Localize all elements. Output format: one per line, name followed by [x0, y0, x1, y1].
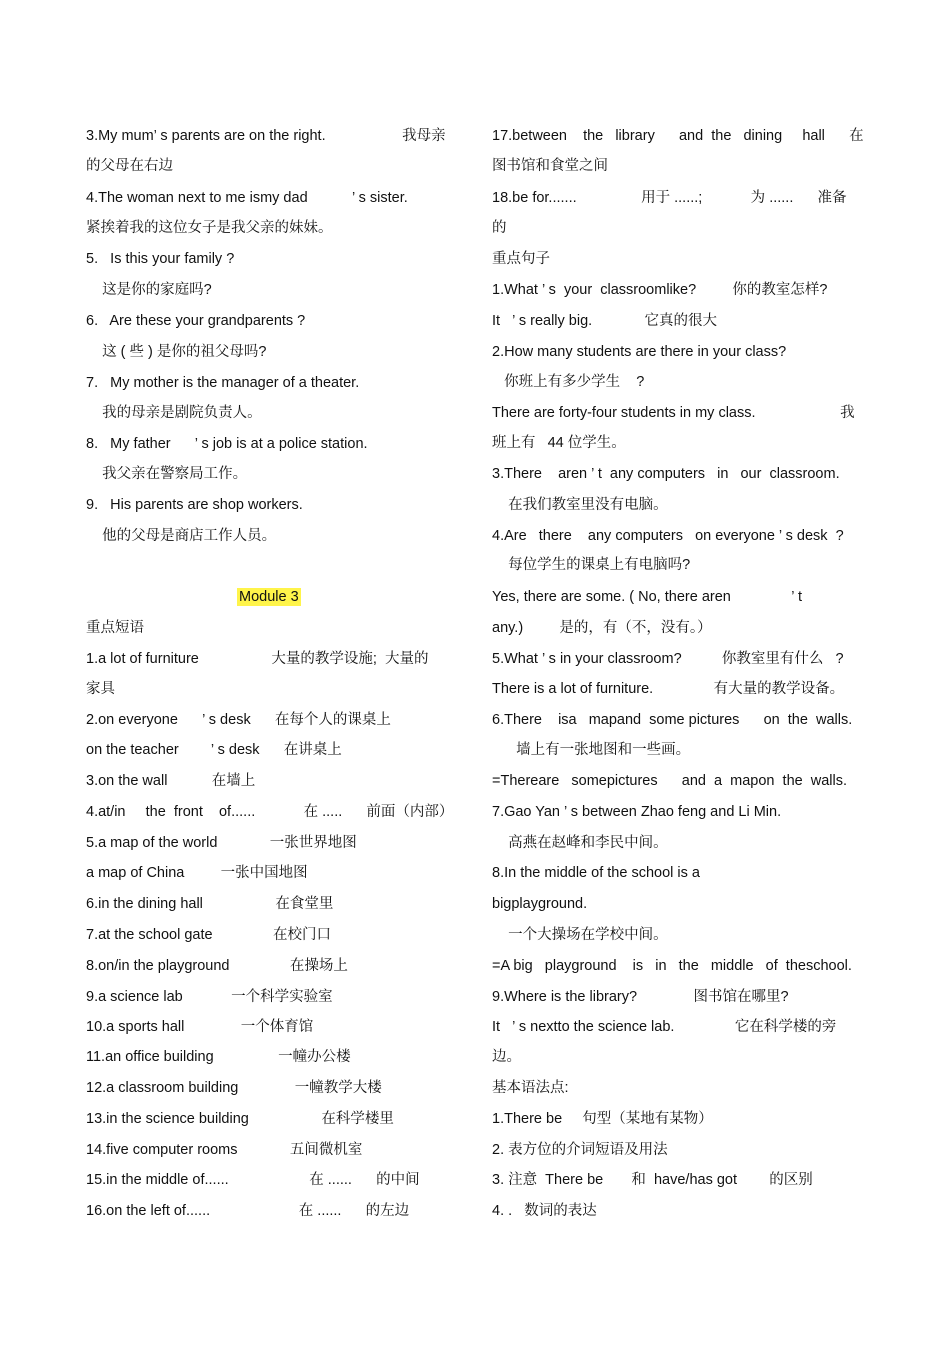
- right-line: 17.between the library and the dining hall 在: [492, 128, 864, 144]
- right-line: There is a lot of furniture. 有大量的教学设备。: [492, 681, 845, 697]
- right-line: 重点句子: [492, 251, 550, 267]
- left-line: 11.an office building 一幢办公楼: [86, 1049, 351, 1065]
- left-line: 2.on everyone ’ s desk 在每个人的课桌上: [86, 712, 391, 728]
- left-line: 重点短语: [86, 620, 144, 636]
- left-line: 4.at/in the front of...... 在 ..... 前面（内部）: [86, 804, 454, 820]
- left-line: 这是你的家庭吗?: [86, 282, 212, 298]
- right-line: 2. 表方位的介词短语及用法: [492, 1142, 668, 1158]
- left-line: 家具: [86, 681, 115, 697]
- left-line: 的父母在右边: [86, 158, 173, 174]
- right-line: 1.There be 句型（某地有某物）: [492, 1111, 713, 1127]
- left-line: 6. Are these your grandparents ?: [86, 313, 306, 329]
- right-line: 高燕在赵峰和李民中间。: [492, 835, 668, 851]
- right-line: =A big playground is in the middle of theschool.: [492, 958, 852, 974]
- left-line: 他的父母是商店工作人员。: [86, 528, 277, 544]
- right-line: It ’ s really big. 它真的很大: [492, 313, 718, 329]
- left-line: 8.on/in the playground 在操场上: [86, 958, 348, 974]
- left-line: 10.a sports hall 一个体育馆: [86, 1019, 314, 1035]
- right-line: 每位学生的课桌上有电脑吗?: [492, 557, 691, 573]
- right-line: 9.Where is the library? 图书馆在哪里?: [492, 989, 789, 1005]
- right-line: 8.In the middle of the school is a: [492, 865, 700, 881]
- left-line: 12.a classroom building 一幢教学大楼: [86, 1080, 382, 1096]
- left-line: 1.a lot of furniture 大量的教学设施; 大量的: [86, 651, 429, 667]
- right-line: 18.be for....... 用于 ......; 为 ...... 准备: [492, 190, 847, 206]
- right-line: 的: [492, 220, 507, 236]
- left-line: 8. My father ’ s job is at a police station.: [86, 436, 368, 452]
- right-line: 3. 注意 There be 和 have/has got 的区别: [492, 1172, 813, 1188]
- right-line: any.) 是的，有（不，没有。）: [492, 620, 712, 636]
- right-line: 1.What ’ s your classroomlike? 你的教室怎样?: [492, 282, 828, 298]
- left-line: 4.The woman next to me ismy dad ’ s sister.: [86, 190, 408, 206]
- left-line: 15.in the middle of...... 在 ...... 的中间: [86, 1172, 420, 1188]
- right-line: 5.What ’ s in your classroom? 你教室里有什么 ?: [492, 651, 844, 667]
- left-line: 这 ( 些 ) 是你的祖父母吗?: [86, 344, 267, 360]
- right-line: There are forty-four students in my class. 我: [492, 405, 855, 421]
- left-line: 3.My mum’ s parents are on the right. 我母亲: [86, 128, 446, 144]
- right-line: 边。: [492, 1049, 521, 1065]
- left-line: 紧挨着我的这位女子是我父亲的妹妹。: [86, 220, 333, 236]
- right-line: Yes, there are some. ( No, there aren ’ t: [492, 589, 803, 605]
- left-line: 9.a science lab 一个科学实验室: [86, 989, 333, 1005]
- left-line: 我父亲在警察局工作。: [86, 466, 248, 482]
- right-line: 4.Are there any computers on everyone ’ s desk ?: [492, 528, 844, 544]
- right-line: =Thereare somepictures and a mapon the walls.: [492, 773, 848, 789]
- right-line: 墙上有一张地图和一些画。: [492, 742, 691, 758]
- left-line: 7. My mother is the manager of a theater.: [86, 375, 360, 391]
- left-line: a map of China 一张中国地图: [86, 865, 308, 881]
- left-line: 14.five computer rooms 五间微机室: [86, 1142, 363, 1158]
- right-line: 6.There isa mapand some pictures on the walls.: [492, 712, 853, 728]
- right-line: 4. . 数词的表达: [492, 1203, 597, 1219]
- left-line: 7.at the school gate 在校门口: [86, 927, 331, 943]
- left-line: 16.on the left of...... 在 ...... 的左边: [86, 1203, 410, 1219]
- right-line: 3.There aren ’ t any computers in our classroom.: [492, 466, 840, 482]
- right-line: bigplayground.: [492, 896, 588, 912]
- left-line: 9. His parents are shop workers.: [86, 497, 303, 513]
- left-line: 13.in the science building 在科学楼里: [86, 1111, 394, 1127]
- right-line: 2.How many students are there in your class?: [492, 344, 787, 360]
- right-line: It ’ s nextto the science lab. 它在科学楼的旁: [492, 1019, 837, 1035]
- module-heading: Module 3: [239, 589, 299, 605]
- right-line: 一个大操场在学校中间。: [492, 927, 668, 943]
- left-line: 5.a map of the world 一张世界地图: [86, 835, 357, 851]
- left-line: 3.on the wall 在墙上: [86, 773, 256, 789]
- right-line: 7.Gao Yan ’ s between Zhao feng and Li Min.: [492, 804, 782, 820]
- right-line: 在我们教室里没有电脑。: [492, 497, 668, 513]
- left-line: 5. Is this your family ?: [86, 251, 235, 267]
- right-line: 图书馆和食堂之间: [492, 158, 608, 174]
- right-line: 班上有 44 位学生。: [492, 435, 626, 451]
- right-line: 你班上有多少学生 ?: [492, 374, 645, 390]
- left-line: 6.in the dining hall 在食堂里: [86, 896, 334, 912]
- right-line: 基本语法点:: [492, 1080, 569, 1096]
- left-line: on the teacher ’ s desk 在讲桌上: [86, 742, 342, 758]
- left-line: 我的母亲是剧院负责人。: [86, 405, 262, 421]
